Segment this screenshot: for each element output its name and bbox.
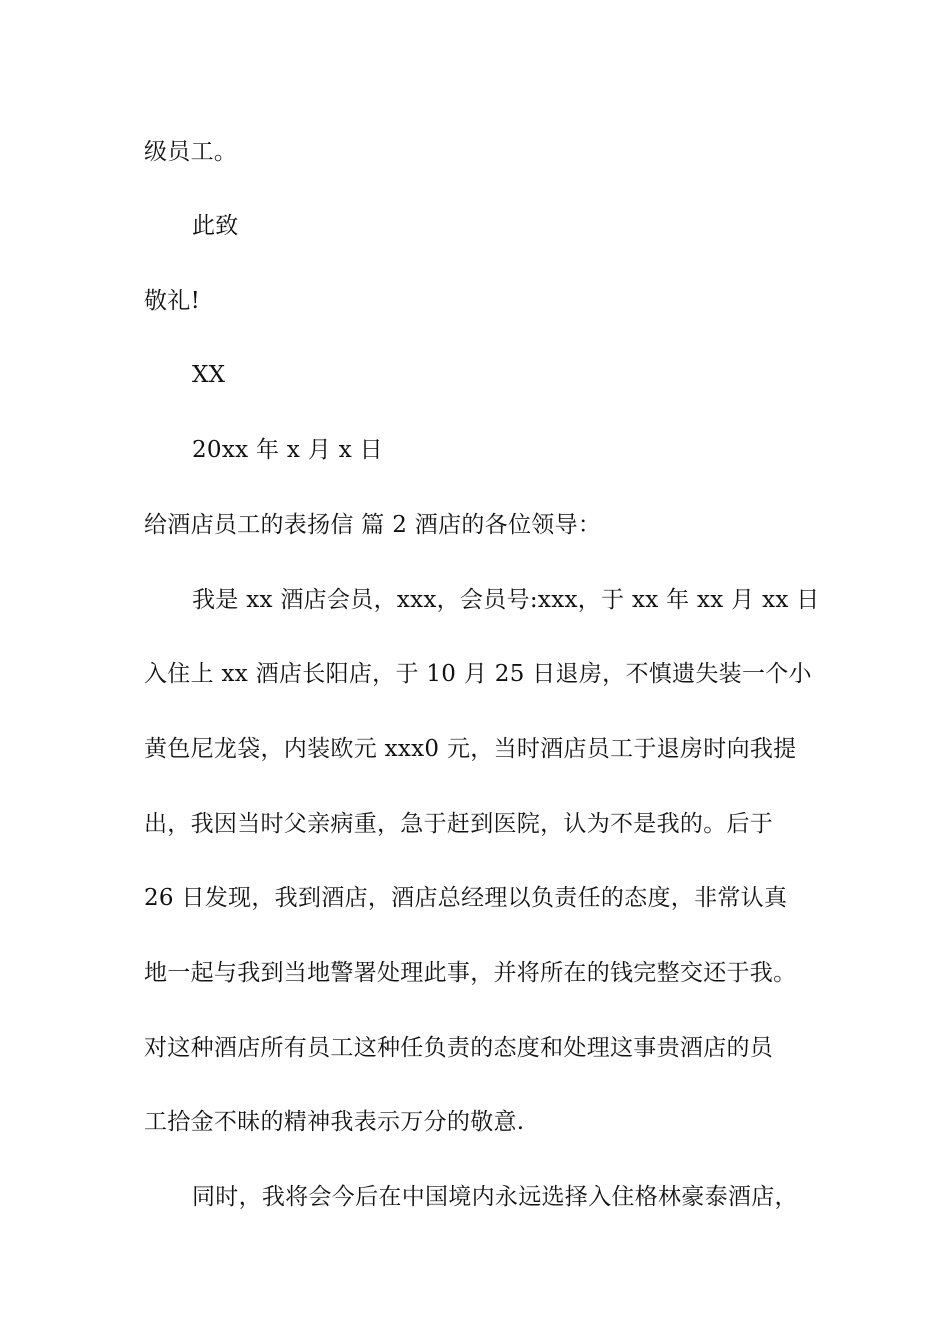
closing-salutation: 此致 [192,213,239,239]
text-line: 出，我因当时父亲病重，急于赶到医院，认为不是我的。后于 [144,811,774,837]
signature-date: 20xx 年 x 月 x 日 [192,437,383,463]
text-line: 工拾金不昧的精神我表示万分的敬意. [144,1109,525,1135]
text-line: 26 日发现，我到酒店，酒店总经理以负责任的态度，非常认真 [144,885,788,911]
closing-respect: 敬礼! [144,288,201,314]
section-heading: 给酒店员工的表扬信 篇 2 酒店的各位领导： [144,512,602,538]
text-line: 入住上 xx 酒店长阳店，于 10 月 25 日退房，不慎遗失装一个小 [144,661,812,687]
signature-name: XX [192,362,226,388]
text-line: 同时，我将会今后在中国境内永远选择入住格林豪泰酒店， [192,1184,798,1210]
text-line: 地一起与我到当地警署处理此事，并将所在的钱完整交还于我。 [144,960,797,986]
text-line: 对这种酒店所有员工这种任负责的态度和处理这事贵酒店的员 [144,1035,774,1061]
text-line: 黄色尼龙袋，内装欧元 xxx0 元，当时酒店员工于退房时向我提 [144,736,797,762]
text-line: 级员工。 [144,139,238,165]
text-line: 我是 xx 酒店会员，xxx，会员号:xxx，于 xx 年 xx 月 xx 日 [192,587,820,613]
